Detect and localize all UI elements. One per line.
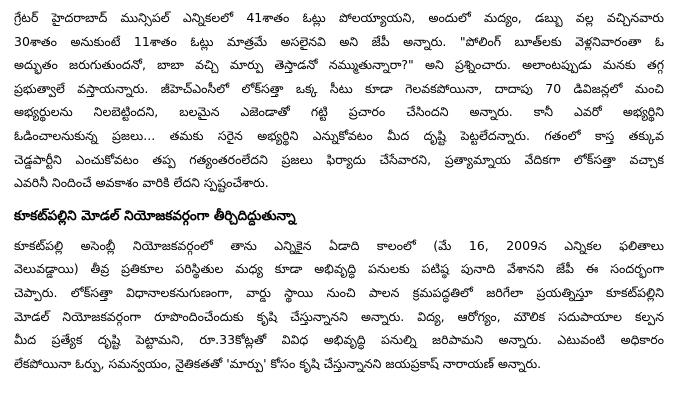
text-line: ప్రభుత్వాలే వస్తాయన్నారు. జీహెచ్ఎంసీలో లోక్‌సత్తా ఒక్క సీటు కూడా గెలవకపోయినా, దాదాపు 70 డివిజన్లలో మంచి (14, 80, 664, 96)
text-line: అభ్యర్థులను నిలబెట్టిందని, బలమైన ఎజెండాతో గట్టి ప్రచారం చేసిందని అన్నారు. కానీ ఎవరో అభ్యర్థిని (14, 104, 664, 120)
text-line: ఎవరినీ నిందించే అవకాశం వారికి లేదని స్పష్టంచేశారు. (14, 175, 269, 191)
text-line: మోడల్ నియోజకవర్గంగా రూపొందించేందుకు కృషి చేస్తున్నానని అన్నారు. విద్య, ఆరోగ్యం, మౌలిక సదుపాయాల కల్పన (14, 308, 664, 324)
article-paragraph-1 (14, 6, 664, 195)
text-line: మీద ప్రత్యేక దృష్టి పెట్టామని, రూ.33కోట్లతో వివిధ అభివృద్ధి పనుల్ని జరిపామని అన్నారు. ఎటువంటి అధికారం (14, 332, 664, 348)
text-line: గ్రేటర్ హైదరాబాద్ మున్సిపల్ ఎన్నికలలో 41శాతం ఓట్లు పోలయ్యాయని, అందులో మద్యం, డబ్బు వల్ల వచ్చినవారు (14, 10, 664, 25)
text-line: చెడ్డపార్టీని ఎంచుకోవటం తప్ప గత్యంతరంలేదని ప్రజలు ఫిర్యాదు చేసేవారని, ప్రత్యామ్నాయ వేదికగా లోక్‌సత్తా వచ్చాక (14, 151, 664, 167)
text-line: 30శాతం అనుకుంటే 11శాతం ఓట్లు మాత్రమే అసలైనవి అని జేపీ అన్నారు. "పోలింగ్ బూత్‌లకు వెళ్లనివారంతా ఓ (14, 33, 664, 49)
text-line: అద్భుతం జరుగుతుందనో, బాబా వచ్చి మార్పు తెస్తాడనో నమ్ముతున్నారా?" అని ప్రశ్నించారు. అలాంటప్పుడు మనకు తగ్గ (14, 57, 664, 73)
text-line: చెప్పారు. లోక్‌సత్తా విధానాలకనుగుణంగా, వార్డు స్థాయి నుంచి పాలన క్రమపద్ధతిలో జరిగేలా ప్రయత్నిస్తూ కూకట్‌పల్లిని (14, 284, 664, 300)
article-paragraph-2 (14, 234, 664, 376)
text-line: లేకపోయినా ఓర్పు, సమన్వయం, నైతికతతో 'మార్పు' కోసం కృషి చేస్తున్నానని జయప్రకాష్ నారాయణ్ అన్నారు. (14, 355, 542, 371)
section-heading: కూకట్‌పల్లిని మోడల్ నియోజకవర్గంగా తీర్చిదిద్దుతున్నా (14, 207, 296, 224)
text-line: కూకట్‌పల్లి అసెంబ్లీ నియోజకవర్గంలో తాను ఎన్నికైన ఏడాది కాలంలో (మే 16, 2009న ఎన్నికల ఫలితాలు (14, 237, 664, 253)
text-line: ఓడించాలనుకున్న ప్రజలు... తమకు సరైన అభ్యర్థిని ఎన్నుకోవటం మీద దృష్టి పెట్టలేదన్నారు. గతంలో కాస్త తక్కువ (14, 127, 664, 143)
text-line: వెలువడ్డాయి) తీవ్ర ప్రతికూల పరిస్థితుల మధ్య కూడా అభివృద్ధి పనులకు పటిష్ఠ పునాది వేశానని జేపీ ఈ సందర్భంగా (14, 261, 664, 277)
